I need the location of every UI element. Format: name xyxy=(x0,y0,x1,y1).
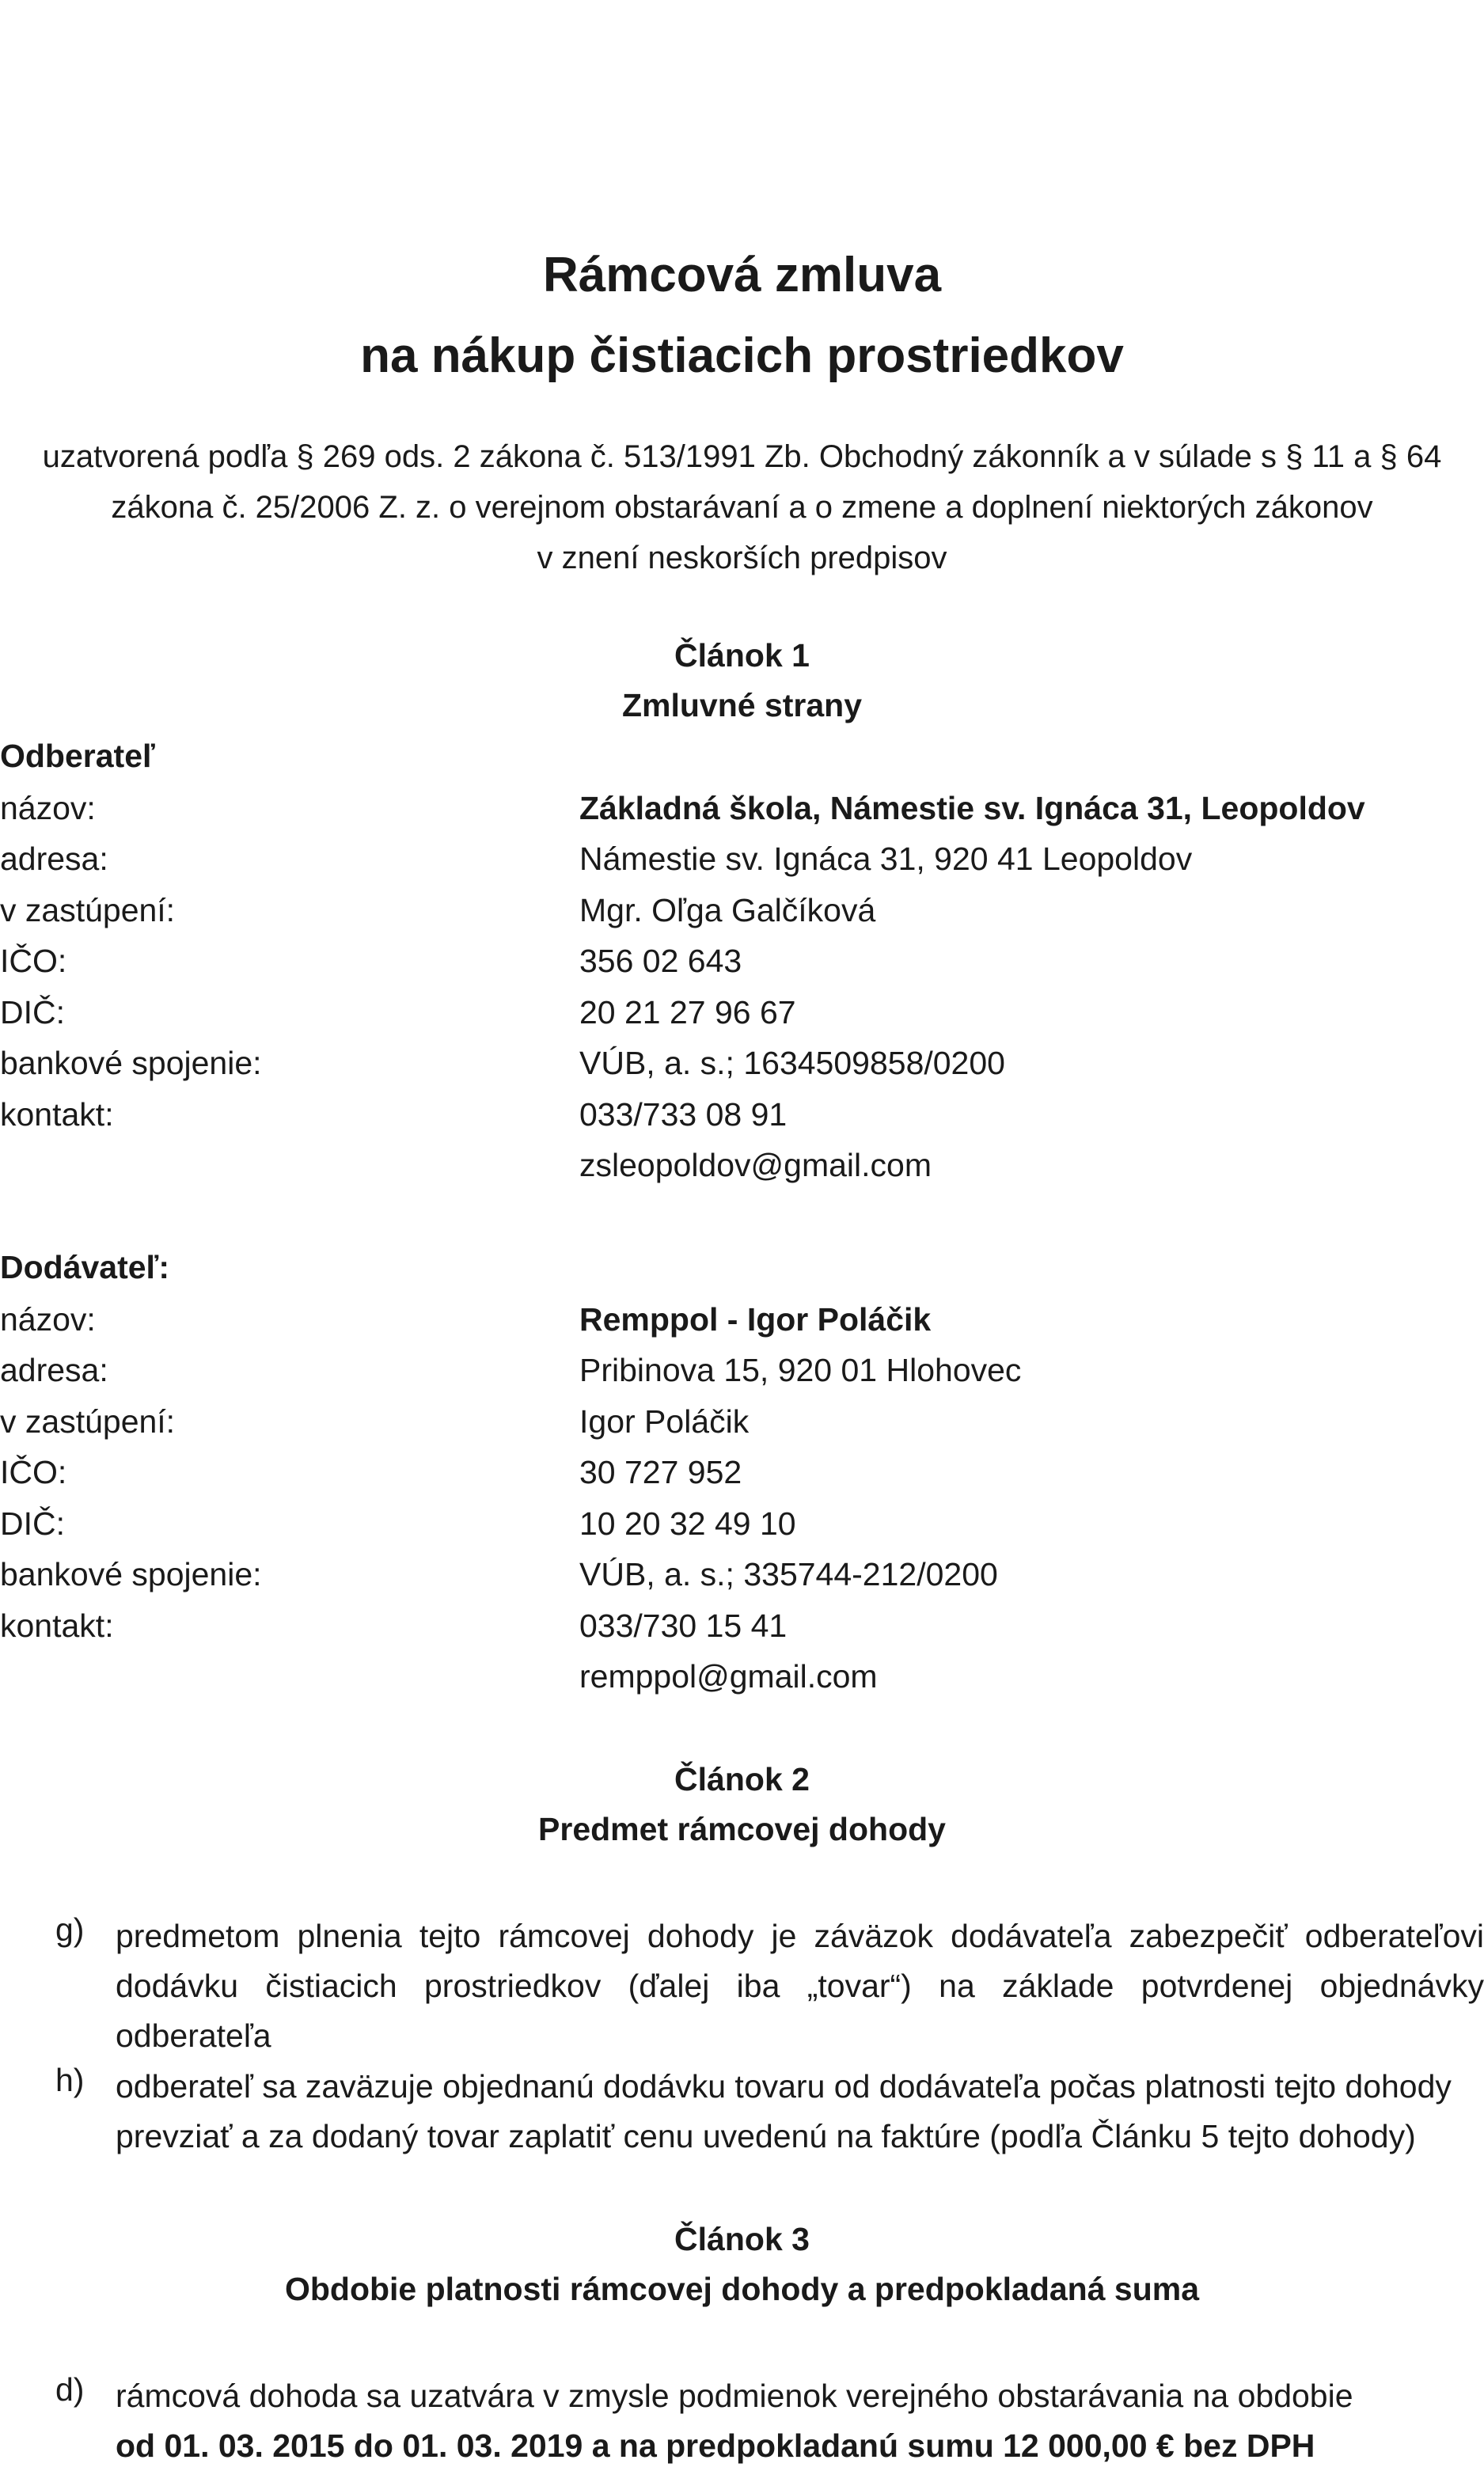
field-label: v zastúpení: xyxy=(0,1403,176,1440)
article-3-number: Článok 3 xyxy=(674,2221,810,2257)
field-value: zsleopoldov@gmail.com xyxy=(579,1147,932,1183)
text-line: odberateľ sa zaväzuje objednanú dodávku tovaru od dodávateľa počas platnosti tejto dohody xyxy=(116,2068,1452,2105)
buyer-row-address xyxy=(0,841,1484,891)
field-value: Igor Poláčik xyxy=(579,1403,750,1440)
field-value: 033/730 15 41 xyxy=(579,1607,788,1644)
supplier-heading: Dodávateľ: xyxy=(0,1249,170,1285)
buyer-row-dic xyxy=(0,994,1484,1045)
field-value: Remppol - Igor Poláčik xyxy=(579,1301,932,1338)
legal-basis-paragraph xyxy=(0,431,1484,583)
article-2-number: Článok 2 xyxy=(674,1761,810,1797)
supplier-row-name xyxy=(0,1301,1484,1352)
field-label: IČO: xyxy=(0,943,67,979)
buyer-row-email xyxy=(0,1147,1484,1198)
supplier-row-bank xyxy=(0,1556,1484,1607)
list-marker: h) xyxy=(55,2062,85,2098)
field-value: 356 02 643 xyxy=(579,943,742,979)
buyer-row-ico xyxy=(0,943,1484,993)
field-value: remppol@gmail.com xyxy=(579,1658,878,1695)
supplier-row-address xyxy=(0,1352,1484,1403)
field-value: Pribinova 15, 920 01 Hlohovec xyxy=(579,1352,1022,1388)
text-line: prevziať a za dodaný tovar zaplatiť cenu uvedenú na faktúre (podľa Článku 5 tejto dohody) xyxy=(116,2118,1416,2154)
supplier-row-dic xyxy=(0,1505,1484,1556)
legal-basis-line-1: uzatvorená podľa § 269 ods. 2 zákona č. 513/1991 Zb. Obchodný zákonník a v súlade s § 11 a § 64 xyxy=(42,439,1442,474)
field-value: 30 727 952 xyxy=(579,1454,742,1490)
legal-basis-line-3: v znení neskorších predpisov xyxy=(537,541,947,575)
list-marker: d) xyxy=(55,2371,85,2408)
buyer-row-name xyxy=(0,790,1484,841)
field-label: adresa: xyxy=(0,841,108,877)
field-value: 033/733 08 91 xyxy=(579,1096,788,1133)
field-label: bankové spojenie: xyxy=(0,1045,262,1081)
text-line: od 01. 03. 2015 do 01. 03. 2019 a na predpokladanú sumu 12 000,00 € bez DPH xyxy=(116,2427,1315,2464)
field-label: kontakt: xyxy=(0,1607,114,1644)
article-1-heading: Zmluvné strany xyxy=(621,687,863,723)
article-3-heading: Obdobie platnosti rámcovej dohody a predpokladaná suma xyxy=(284,2271,1200,2307)
document-subtitle: na nákup čistiacich prostriedkov xyxy=(360,328,1124,383)
field-value: 10 20 32 49 10 xyxy=(579,1505,796,1542)
list-marker: g) xyxy=(55,1911,85,1948)
text-line: dodávku čistiacich prostriedkov (ďalej iba „tovar“) na základe potvrdenej objednávky xyxy=(116,1968,1484,2004)
text-line: predmetom plnenia tejto rámcovej dohody je záväzok dodávateľa zabezpečiť odberateľovi xyxy=(116,1918,1484,1954)
buyer-row-bank xyxy=(0,1045,1484,1095)
field-value: VÚB, a. s.; 1634509858/0200 xyxy=(579,1045,1005,1081)
buyer-row-contact xyxy=(0,1096,1484,1147)
field-label: názov: xyxy=(0,790,96,826)
field-label: kontakt: xyxy=(0,1096,114,1133)
field-value: VÚB, a. s.; 335744-212/0200 xyxy=(579,1556,998,1592)
article-1-number: Článok 1 xyxy=(674,637,810,674)
document-title: Rámcová zmluva xyxy=(542,248,942,302)
field-label: v zastúpení: xyxy=(0,892,176,928)
legal-basis-line-2: zákona č. 25/2006 Z. z. o verejnom obstarávaní a o zmene a doplnení niektorých zákonov xyxy=(111,490,1373,525)
list-item-text xyxy=(116,1911,1484,2061)
field-label: DIČ: xyxy=(0,1505,65,1542)
field-label: bankové spojenie: xyxy=(0,1556,262,1592)
supplier-row-representative xyxy=(0,1403,1484,1454)
supplier-row-email xyxy=(0,1658,1484,1709)
article-2-heading: Predmet rámcovej dohody xyxy=(538,1811,946,1847)
field-label: adresa: xyxy=(0,1352,108,1388)
field-value: 20 21 27 96 67 xyxy=(579,994,796,1031)
field-label: DIČ: xyxy=(0,994,65,1031)
field-value: Mgr. Oľga Galčíková xyxy=(579,892,876,928)
field-label: názov: xyxy=(0,1301,96,1338)
field-label: IČO: xyxy=(0,1454,67,1490)
text-line: odberateľa xyxy=(116,2017,271,2054)
text-line: rámcová dohoda sa uzatvára v zmysle podmienok verejného obstarávania na obdobie xyxy=(116,2378,1353,2414)
field-value: Námestie sv. Ignáca 31, 920 41 Leopoldov xyxy=(579,841,1193,877)
list-item-text xyxy=(116,2062,1484,2162)
buyer-heading: Odberateľ xyxy=(0,738,155,774)
supplier-row-contact xyxy=(0,1607,1484,1658)
field-value: Základná škola, Námestie sv. Ignáca 31, Leopoldov xyxy=(579,790,1365,826)
buyer-row-representative xyxy=(0,892,1484,943)
list-item-text xyxy=(116,2371,1484,2471)
supplier-row-ico xyxy=(0,1454,1484,1505)
